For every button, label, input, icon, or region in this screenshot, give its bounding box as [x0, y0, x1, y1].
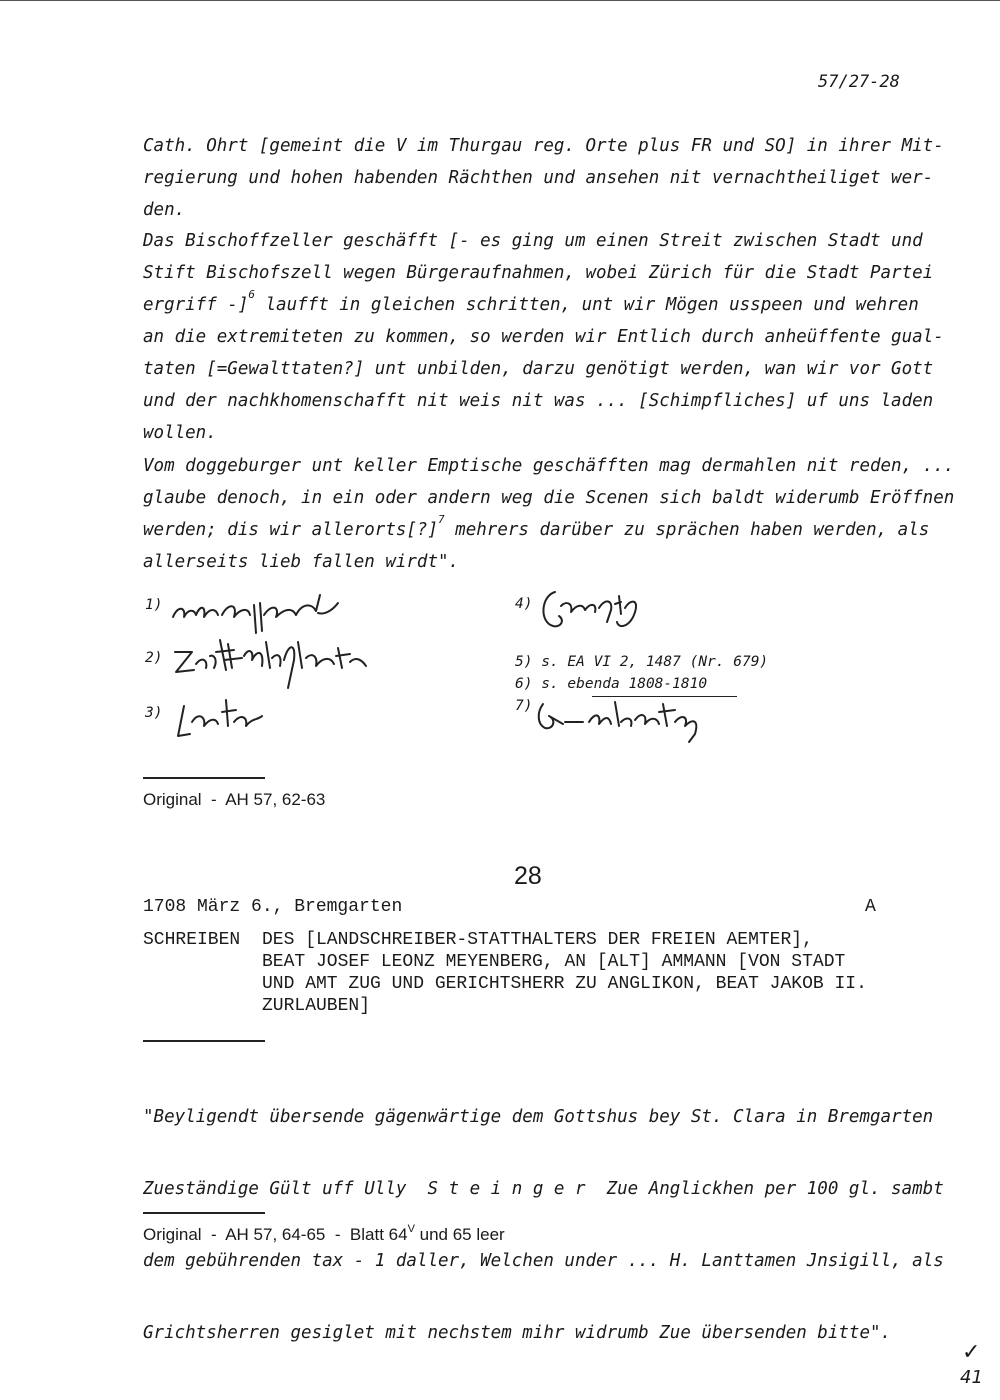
original-reference-1: Original - AH 57, 62-63 — [143, 790, 326, 809]
footnote-3-number: 3) — [145, 705, 163, 721]
footnote-ref-6: 6 — [248, 288, 255, 301]
heading-line: ZURLAUBEN] — [262, 996, 371, 1016]
text-line: Zueständige Gült uff Ully S t e i n g e r Zue Anglickhen per 100 gl. sambt — [143, 1179, 944, 1199]
handwriting-sample-2 — [170, 630, 380, 690]
section-rule-3 — [143, 1212, 265, 1214]
text-line: an die extremiteten zu kommen, so werden wir Entlich durch anheüffente gual- — [143, 327, 944, 347]
superscript: V — [407, 1223, 415, 1235]
heading-line: UND AMT ZUG UND GERICHTSHERR ZU ANGLIKON, BEAT JAKOB II. — [262, 974, 867, 994]
heading-line: DES [LANDSCHREIBER-STATTHALTERS DER FREIEN AEMTER], — [262, 930, 813, 950]
page-reference: 57/27-28 — [818, 72, 900, 92]
text-fragment: laufft in gleichen schritten, unt wir Mögen usspeen und wehren — [254, 295, 919, 315]
text-line: und der nachkhomenschafft nit weis nit was ... [Schimpfliches] uf uns laden — [143, 391, 934, 411]
text-fragment: ergriff -] — [143, 295, 249, 315]
text-line: glaube denoch, in ein oder andern weg die Scenen sich baldt widerumb Eröffnen — [143, 488, 955, 508]
footnote-5: 5) s. EA VI 2, 1487 (Nr. 679) — [515, 654, 769, 670]
footnote-1-number: 1) — [145, 597, 163, 613]
text-line: Stift Bischofszell wegen Bürgeraufnahmen, wobei Zürich für die Stadt Partei — [143, 263, 934, 283]
original-reference-2 — [143, 1225, 505, 1245]
paragraph-3 — [143, 450, 955, 578]
text-line: Grichtsherren gesiglet mit nechstem mihr widrumb Zue übersenden bitte". — [143, 1323, 892, 1343]
text-fragment: Original - AH 57, 64-65 - Blatt 64 — [143, 1225, 408, 1244]
text-line: den. — [143, 200, 186, 220]
text-fragment: werden; dis wir allerorts[?] — [143, 520, 439, 540]
document-number: 28 — [514, 862, 542, 890]
paragraph-1 — [143, 130, 944, 226]
corner-check-mark: ✓ — [962, 1340, 981, 1365]
date-place: 1708 März 6., Bremgarten — [143, 897, 403, 917]
text-line: allerseits lieb fallen wirdt". — [143, 552, 460, 572]
handwriting-sample-4 — [535, 582, 665, 642]
text-line — [143, 513, 930, 546]
section-rule-1 — [143, 777, 265, 779]
section-rule-2 — [143, 1040, 265, 1042]
footnote-6: 6) s. ebenda 1808-1810 — [515, 676, 708, 692]
text-line: regierung und hohen habenden Rächthen und ansehen nit vernachtheiliget wer- — [143, 168, 934, 188]
text-line — [143, 289, 923, 321]
top-border — [0, 0, 1000, 1]
handwriting-sample-7 — [535, 694, 715, 744]
text-line: Vom doggeburger unt keller Emptische geschäfften mag dermahlen nit reden, ... — [143, 456, 955, 476]
handwriting-sample-3 — [170, 692, 270, 742]
text-fragment: mehrers darüber zu sprächen haben werden, als — [444, 520, 930, 540]
paragraph-2 — [143, 225, 944, 449]
text-fragment: und 65 leer — [414, 1225, 505, 1244]
heading-line: BEAT JOSEF LEONZ MEYENBERG, AN [ALT] AMMANN [VON STADT — [262, 952, 846, 972]
heading-lead: SCHREIBEN — [143, 930, 241, 950]
text-line: "Beyligendt übersende gägenwärtige dem Gottshus bey St. Clara in Bremgarten — [143, 1107, 934, 1127]
footnote-ref-7: 7 — [438, 513, 445, 526]
text-line: dem gebührenden tax - 1 daller, Welchen under ... H. Lanttamen Jnsigill, als — [143, 1251, 944, 1271]
footnote-7-number: 7) — [515, 698, 533, 714]
footnote-2-number: 2) — [145, 650, 163, 666]
footnote-4-number: 4) — [515, 596, 533, 612]
text-line: Cath. Ohrt [gemeint die V im Thurgau reg. Orte plus FR und SO] in ihrer Mit- — [143, 136, 944, 156]
text-line: taten [=Gewalttaten?] unt unbilden, darzu genötigt werden, wan wir vor Gott — [143, 359, 934, 379]
handwriting-sample-1 — [168, 585, 348, 635]
text-line: wollen. — [143, 423, 217, 443]
letter-code: A — [865, 897, 876, 917]
text-line: Das Bischoffzeller geschäfft [- es ging um einen Streit zwischen Stadt und — [143, 231, 923, 251]
corner-page-mark: 41 — [960, 1367, 983, 1388]
